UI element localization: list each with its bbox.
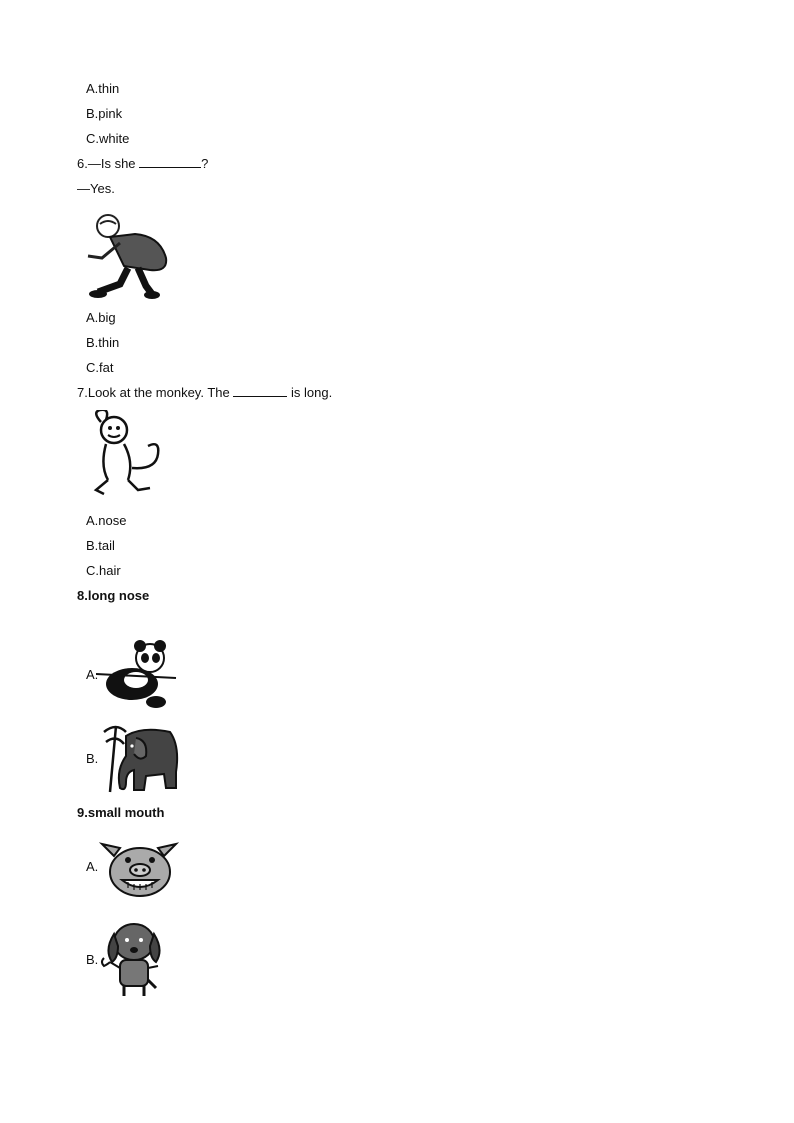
q5-option-a: A.thin: [86, 81, 120, 96]
q7-question-end: is long.: [290, 385, 333, 400]
q9-option-a-label: A.: [86, 859, 99, 874]
q6-option-b: B.thin: [86, 335, 120, 350]
q7-answer-blank: [233, 385, 287, 397]
q5-option-b: B.pink: [86, 106, 123, 121]
monkey-drawing: [86, 410, 176, 500]
q6-question: [77, 156, 208, 172]
panda-drawing: [96, 640, 182, 712]
q7-question: [77, 385, 332, 401]
q9-option-b-label: B.: [86, 952, 99, 967]
q6-answer: —Yes.: [77, 181, 115, 196]
q9-question: 9.small mouth: [77, 805, 165, 820]
q7-option-c: C.hair: [86, 563, 121, 578]
q6-option-a: A.big: [86, 310, 116, 325]
q6-question-text: 6.—Is she: [77, 156, 136, 171]
q7-option-a: A.nose: [86, 513, 127, 528]
old-man-walking-drawing: [80, 208, 175, 300]
dog-drawing: [98, 920, 172, 1000]
elephant-drawing: [96, 722, 182, 798]
q7-option-b: B.tail: [86, 538, 115, 553]
q7-question-text: 7.Look at the monkey. The: [77, 385, 230, 400]
q8-question: 8.long nose: [77, 588, 150, 603]
q6-option-c: C.fat: [86, 360, 114, 375]
q8-option-b-label: B.: [86, 751, 99, 766]
q6-question-mark: ?: [201, 156, 209, 171]
q8-option-a-label: A.: [86, 667, 99, 682]
q5-option-c: C.white: [86, 131, 130, 146]
pig-face-drawing: [98, 838, 180, 900]
q6-answer-blank: [139, 156, 201, 168]
